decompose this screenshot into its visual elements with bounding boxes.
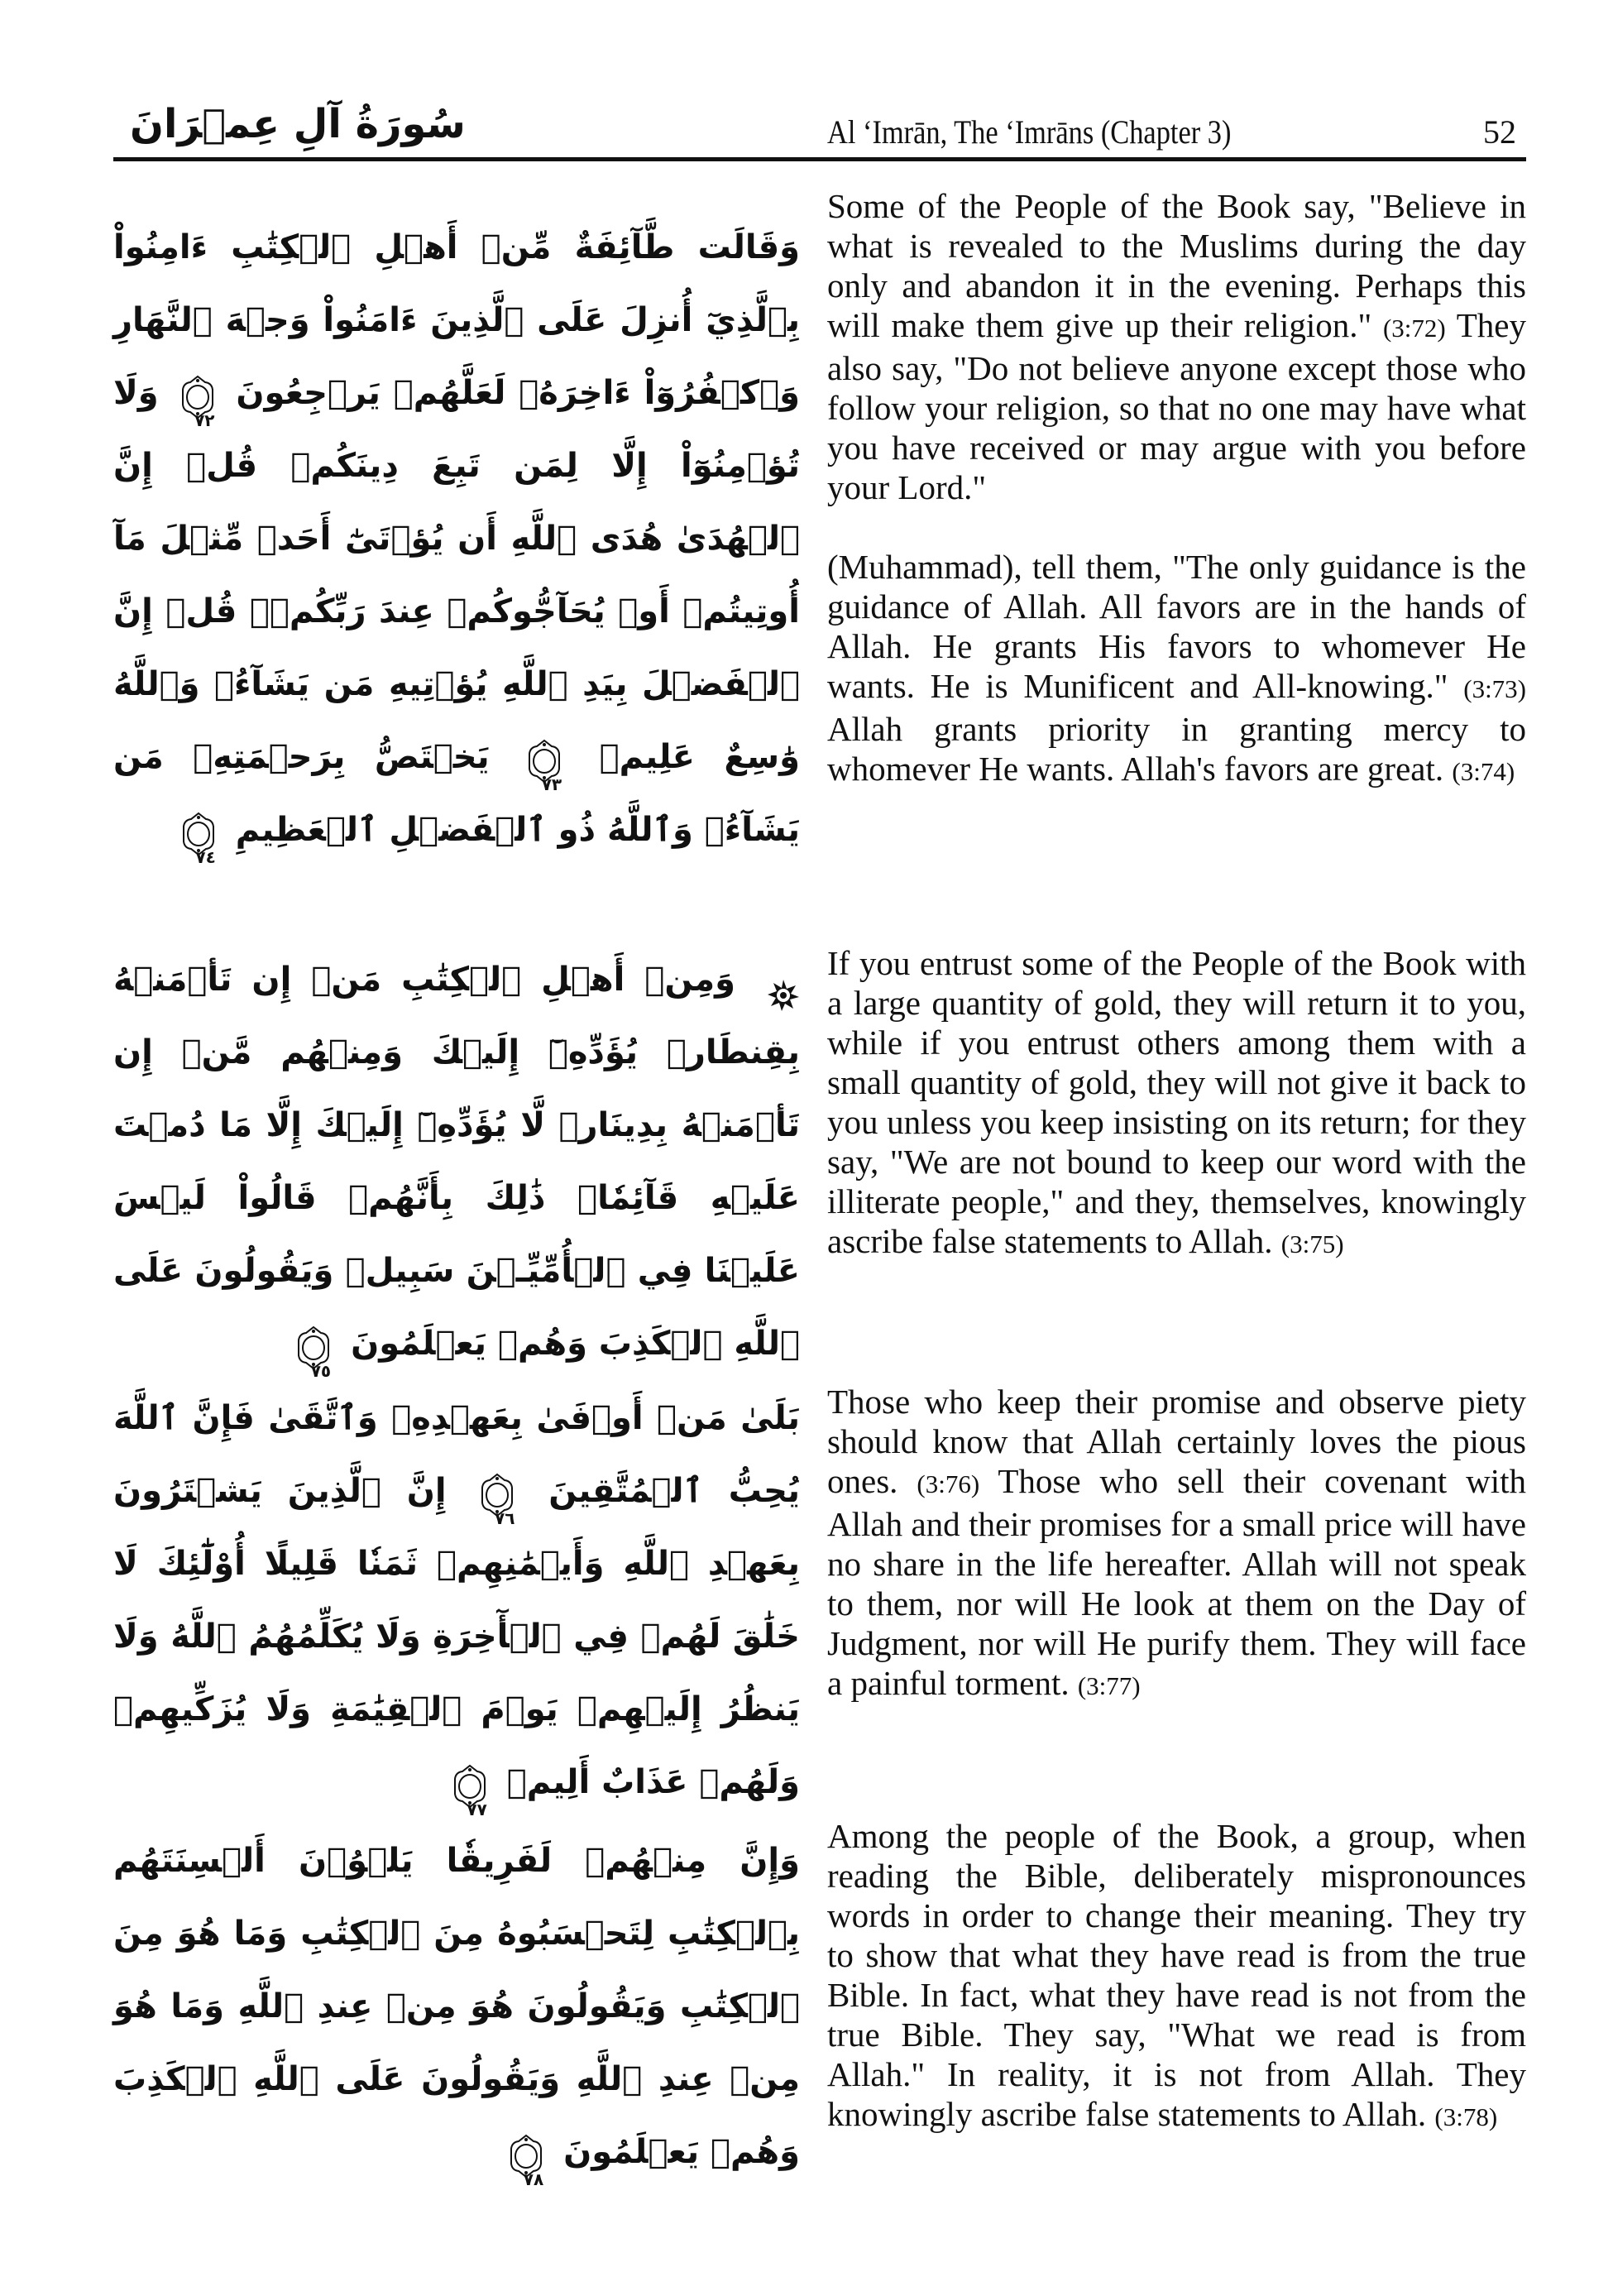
arabic-verse-75: وَمِنۡ أَهۡلِ ٱلۡكِتَٰبِ مَنۡ إِن تَأۡمَنۡهُ بِقِنطَارٖ يُؤَدِّهِۦٓ إِلَيۡكَ وَمِنۡهُم مَّنۡ إِن تَأۡمَنۡهُ بِدِينَارٖ لَّا يُؤَدِّهِۦٓ إِلَيۡكَ إِلَّا مَا دُمۡتَ عَلَيۡهِ قَآئِمٗاۗ ذَٰلِكَ بِأَنَّهُمۡ قَالُواْ لَيۡسَ عَلَيۡنَا فِي ٱلۡأُمِّيِّـۧنَ سَبِيلٞ وَيَقُولُونَ عَلَى ٱللَّهِ ٱلۡكَذِبَ وَهُمۡ يَعۡلَمُونَ xyxy=(113,961,800,1363)
ayah-number: ٧٤ xyxy=(195,847,216,867)
translation-text: Those who sell their covenant with Allah and their promises for a small price will have no share in the life hereafter. Allah will not speak to them, nor will He look at them on the Day of Judgment, nor will He purify them. They will face a painful torment. xyxy=(827,1462,1526,1702)
arabic-text-block xyxy=(113,211,800,866)
translation-paragraph xyxy=(827,186,1526,507)
rub-el-hizb-icon xyxy=(767,965,800,998)
arabic-verse-72: وَقَالَت طَّآئِفَةٌ مِّنۡ أَهۡلِ ٱلۡكِتَٰبِ ءَامِنُواْ بِٱلَّذِيٓ أُنزِلَ عَلَى ٱلَّذِينَ ءَامَنُواْ وَجۡهَ ٱلنَّهَارِ وَٱكۡفُرُوٓاْ ءَاخِرَهُۥ لَعَلَّهُمۡ يَرۡجِعُونَ xyxy=(113,228,800,412)
english-translation-block xyxy=(827,1382,1526,1706)
ayah-marker-icon xyxy=(527,736,562,794)
translation-paragraph xyxy=(827,1382,1526,1706)
arabic-verse-76: بَلَىٰ مَنۡ أَوۡفَىٰ بِعَهۡدِهِۦ وَٱتَّقَىٰ فَإِنَّ ٱللَّهَ يُحِبُّ ٱلۡمُتَّقِينَ xyxy=(113,1399,800,1510)
page-number: 52 xyxy=(1483,113,1516,151)
ayah-number: ٧٦ xyxy=(495,1508,515,1528)
arabic-text-block xyxy=(113,943,800,1380)
arabic-verse-73: وَلَا تُؤۡمِنُوٓاْ إِلَّا لِمَن تَبِعَ دِينَكُمۡ قُلۡ إِنَّ ٱلۡهُدَىٰ هُدَى ٱللَّهِ أَن يُؤۡتَىٰٓ أَحَدٞ مِّثۡلَ مَآ أُوتِيتُمۡ أَوۡ يُحَآجُّوكُمۡ عِندَ رَبِّكُمۡۗ قُلۡ إِنَّ ٱلۡفَضۡلَ بِيَدِ ٱللَّهِ يُؤۡتِيهِ مَن يَشَآءُۗ وَٱللَّهُ وَٰسِعٌ عَلِيمٞ xyxy=(113,374,800,776)
arabic-text-block xyxy=(113,1824,800,2188)
translation-text: Among the people of the Book, a group, when reading the Bible, deliberately mispronounces words in order to change their meaning. They try to show that what they have read is from the true Bible. In fact, what they have read is not from the true Bible. They say, "What we read is from Allah." In reality, it is not from Allah. They knowingly ascribe false statements to Allah. xyxy=(827,1817,1526,2133)
arabic-verse-77: إِنَّ ٱلَّذِينَ يَشۡتَرُونَ بِعَهۡدِ ٱللَّهِ وَأَيۡمَٰنِهِمۡ ثَمَنٗا قَلِيلًا أُوْلَٰٓئِكَ لَا خَلَٰقَ لَهُمۡ فِي ٱلۡأٓخِرَةِ وَلَا يُكَلِّمُهُمُ ٱللَّهُ وَلَا يَنظُرُ إِلَيۡهِمۡ يَوۡمَ ٱلۡقِيَٰمَةِ وَلَا يُزَكِّيهِمۡ وَلَهُمۡ عَذَابٌ أَلِيمٞ xyxy=(113,1472,800,1801)
ayah-marker-icon xyxy=(296,1323,332,1381)
ayah-marker-icon xyxy=(452,1762,487,1819)
ayah-marker-icon xyxy=(180,372,215,430)
ayah-marker-icon xyxy=(181,809,216,867)
english-translation-block xyxy=(827,943,1526,1264)
verse-reference: (3:77) xyxy=(1077,1671,1141,1700)
ayah-number: ٧٣ xyxy=(541,774,562,794)
translation-paragraph xyxy=(827,547,1526,792)
running-title: Al ‘Imrān, The ‘Imrāns (Chapter 3) xyxy=(827,113,1232,151)
translation-text: They also say, "Do not believe anyone except those who follow your religion, so that no one may have what you have received or may argue with you before your Lord." xyxy=(827,306,1526,506)
ayah-marker-icon xyxy=(480,1470,515,1528)
translation-text: (Muhammad), tell them, "The only guidance is the guidance of Allah. All favors are in the hands of Allah. He grants His favors to whomever He wants. He is Munificent and All-knowing." xyxy=(827,548,1526,705)
arabic-verse-78: وَإِنَّ مِنۡهُمۡ لَفَرِيقٗا يَلۡوُۥنَ أَلۡسِنَتَهُم بِٱلۡكِتَٰبِ لِتَحۡسَبُوهُ مِنَ ٱلۡكِتَٰبِ وَمَا هُوَ مِنَ ٱلۡكِتَٰبِ وَيَقُولُونَ هُوَ مِنۡ عِندِ ٱللَّهِ وَمَا هُوَ مِنۡ عِندِ ٱللَّهِ وَيَقُولُونَ عَلَى ٱللَّهِ ٱلۡكَذِبَ وَهُمۡ يَعۡلَمُونَ xyxy=(113,1842,800,2171)
translation-text: Some of the People of the Book say, "Believe in what is revealed to the Muslims during the day only and abandon it in the evening. Perhaps this will make them give up their religion." xyxy=(827,187,1526,344)
verse-reference: (3:78) xyxy=(1434,2102,1498,2131)
ayah-number: ٧٨ xyxy=(523,2169,544,2189)
translation-text: Allah grants priority in granting mercy to whomever He wants. Allah's favors are great. xyxy=(827,710,1526,788)
ayah-marker-icon xyxy=(509,2131,544,2189)
arabic-verse-74: يَخۡتَصُّ بِرَحۡمَتِهِۦ مَن يَشَآءُۗ وَٱللَّهُ ذُو ٱلۡفَضۡلِ ٱلۡعَظِيمِ xyxy=(113,738,800,849)
translation-paragraph xyxy=(827,1816,1526,2137)
surah-name-calligraphy: سُورَةُ آلِ عِمۡرَانَ xyxy=(130,101,466,147)
verse-reference: (3:73) xyxy=(1463,674,1527,703)
translation-paragraph xyxy=(827,943,1526,1264)
translation-text: If you entrust some of the People of the Book with a large quantity of gold, they will return it to you, while if you entrust others among them with a small quantity of gold, they will not give it back to you unless you keep insisting on its return; for they say, "We are not bound to keep our word with the illiterate people," and they, themselves, knowingly ascribe false statements to Allah. xyxy=(827,944,1526,1260)
ayah-number: ٧٢ xyxy=(194,410,215,430)
verse-reference: (3:75) xyxy=(1280,1229,1344,1258)
translation-text: Those who keep their promise and observe piety should know that Allah certainly loves the pious ones. xyxy=(827,1383,1526,1500)
english-translation-block xyxy=(827,186,1526,792)
verse-reference: (3:74) xyxy=(1452,757,1515,786)
page-header xyxy=(113,101,1526,161)
english-translation-block xyxy=(827,1816,1526,2137)
ayah-number: ٧٥ xyxy=(310,1361,332,1381)
ayah-number: ٧٧ xyxy=(467,1800,487,1819)
verse-reference: (3:76) xyxy=(917,1469,980,1498)
arabic-text-block xyxy=(113,1382,800,1819)
verse-reference: (3:72) xyxy=(1382,314,1446,343)
